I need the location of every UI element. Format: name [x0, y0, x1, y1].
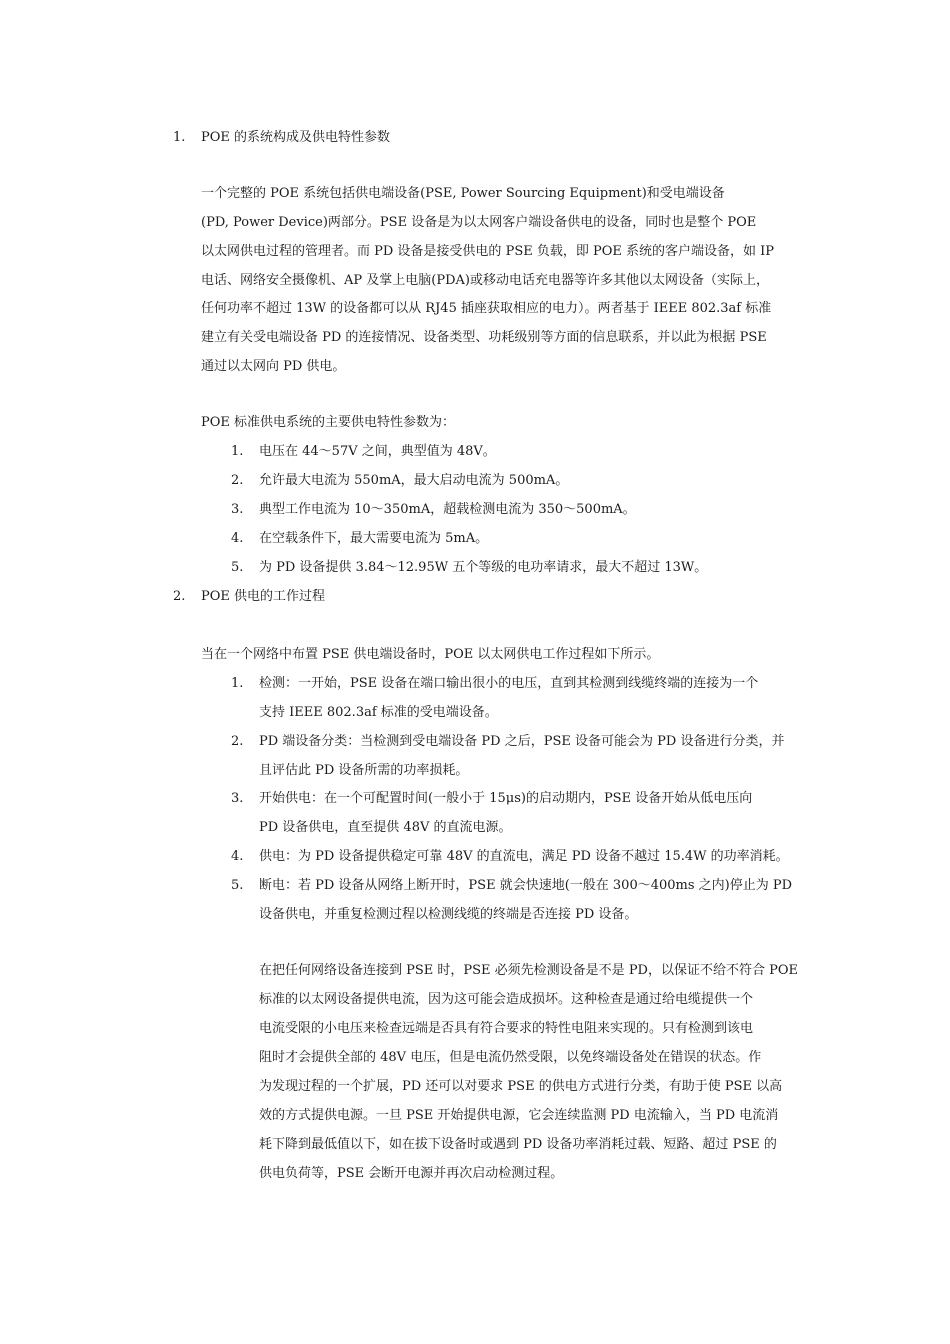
step-number: 1. — [231, 676, 244, 691]
note-line: 效的方式提供电源。一旦 PSE 开始提供电源，它会连续监测 PD 电流输入，当 PD 电流消 — [259, 1108, 779, 1123]
section-1-title: POE 的系统构成及供电特性参数 — [201, 130, 391, 145]
param-text: 在空载条件下，最大需要电流为 5mA。 — [259, 531, 489, 546]
note-line: 电流受限的小电压来检查远端是否具有符合要求的特性电阻来实现的。只有检测到该电 — [259, 1021, 754, 1036]
param-number: 1. — [231, 444, 244, 459]
section-1-number: 1. — [173, 130, 186, 145]
paragraph-line: 建立有关受电端设备 PD 的连接情况、设备类型、功耗级别等方面的信息联系，并以此为根据 PSE — [201, 330, 767, 345]
step-number: 2. — [231, 734, 244, 749]
paragraph-line: (PD, Power Device)两部分。PSE 设备是为以太网客户端设备供电的设备，同时也是整个 POE — [201, 215, 757, 230]
note-line: 耗下降到最低值以下，如在拔下设备时或遇到 PD 设备功率消耗过载、短路、超过 PSE 的 — [259, 1137, 777, 1152]
step-number: 4. — [231, 849, 244, 864]
param-number: 2. — [231, 473, 244, 488]
note-line: 标准的以太网设备提供电流，因为这可能会造成损坏。这种检查是通过给电缆提供一个 — [259, 992, 754, 1007]
note-line: 阻时才会提供全部的 48V 电压，但是电流仍然受限，以免终端设备处在错误的状态。作 — [259, 1050, 762, 1065]
paragraph-line: 通过以太网向 PD 供电。 — [201, 359, 346, 374]
params-intro: POE 标准供电系统的主要供电特性参数为： — [201, 415, 456, 430]
paragraph-line: 电话、网络安全摄像机、AP 及掌上电脑(PDA)或移动电话充电器等许多其他以太网设备（实际上， — [201, 273, 769, 288]
step-text: 检测：一开始，PSE 设备在端口输出很小的电压，直到其检测到线缆终端的连接为一个 — [259, 676, 759, 691]
step-text: PD 设备供电，直至提供 48V 的直流电源。 — [259, 820, 512, 835]
param-text: 允许最大电流为 550mA，最大启动电流为 500mA。 — [259, 473, 569, 488]
note-line: 在把任何网络设备连接到 PSE 时，PSE 必须先检测设备是不是 PD，以保证不给不符合 POE — [259, 963, 799, 978]
step-text: 开始供电：在一个可配置时间(一般小于 15μs)的启动期内，PSE 设备开始从低电压向 — [259, 791, 753, 806]
paragraph-line: 一个完整的 POE 系统包括供电端设备(PSE, Power Sourcing Equipment)和受电端设备 — [201, 186, 725, 201]
step-number: 5. — [231, 878, 244, 893]
step-text: 断电：若 PD 设备从网络上断开时，PSE 就会快速地(一般在 300～400ms 之内)停止为 PD — [259, 878, 793, 893]
paragraph-line: 以太网供电过程的管理者。而 PD 设备是接受供电的 PSE 负载，即 POE 系统的客户端设备，如 IP — [201, 244, 775, 259]
param-number: 4. — [231, 531, 244, 546]
param-number: 5. — [231, 560, 244, 575]
step-text: 且评估此 PD 设备所需的功率损耗。 — [259, 763, 469, 778]
process-intro: 当在一个网络中布置 PSE 供电端设备时，POE 以太网供电工作过程如下所示。 — [201, 647, 660, 662]
section-2-number: 2. — [173, 589, 186, 604]
param-text: 电压在 44～57V 之间，典型值为 48V。 — [259, 444, 496, 459]
paragraph-line: 任何功率不超过 13W 的设备都可以从 RJ45 插座获取相应的电力）。两者基于 IEEE 802.3af 标准 — [201, 301, 772, 316]
param-number: 3. — [231, 502, 244, 517]
step-text: 设备供电，并重复检测过程以检测线缆的终端是否连接 PD 设备。 — [259, 907, 638, 922]
step-text: PD 端设备分类：当检测到受电端设备 PD 之后，PSE 设备可能会为 PD 设备进行分类，并 — [259, 734, 785, 749]
section-2-title: POE 供电的工作过程 — [201, 589, 326, 604]
note-line: 供电负荷等，PSE 会断开电源并再次启动检测过程。 — [259, 1166, 564, 1181]
step-text: 支持 IEEE 802.3af 标准的受电端设备。 — [259, 705, 498, 720]
param-text: 典型工作电流为 10～350mA，超载检测电流为 350～500mA。 — [259, 502, 636, 517]
param-text: 为 PD 设备提供 3.84～12.95W 五个等级的电功率请求，最大不超过 13W。 — [259, 560, 708, 575]
note-line: 为发现过程的一个扩展，PD 还可以对要求 PSE 的供电方式进行分类，有助于使 PSE 以高 — [259, 1079, 783, 1094]
step-number: 3. — [231, 791, 244, 806]
step-text: 供电：为 PD 设备提供稳定可靠 48V 的直流电，满足 PD 设备不越过 15.4W 的功率消耗。 — [259, 849, 789, 864]
